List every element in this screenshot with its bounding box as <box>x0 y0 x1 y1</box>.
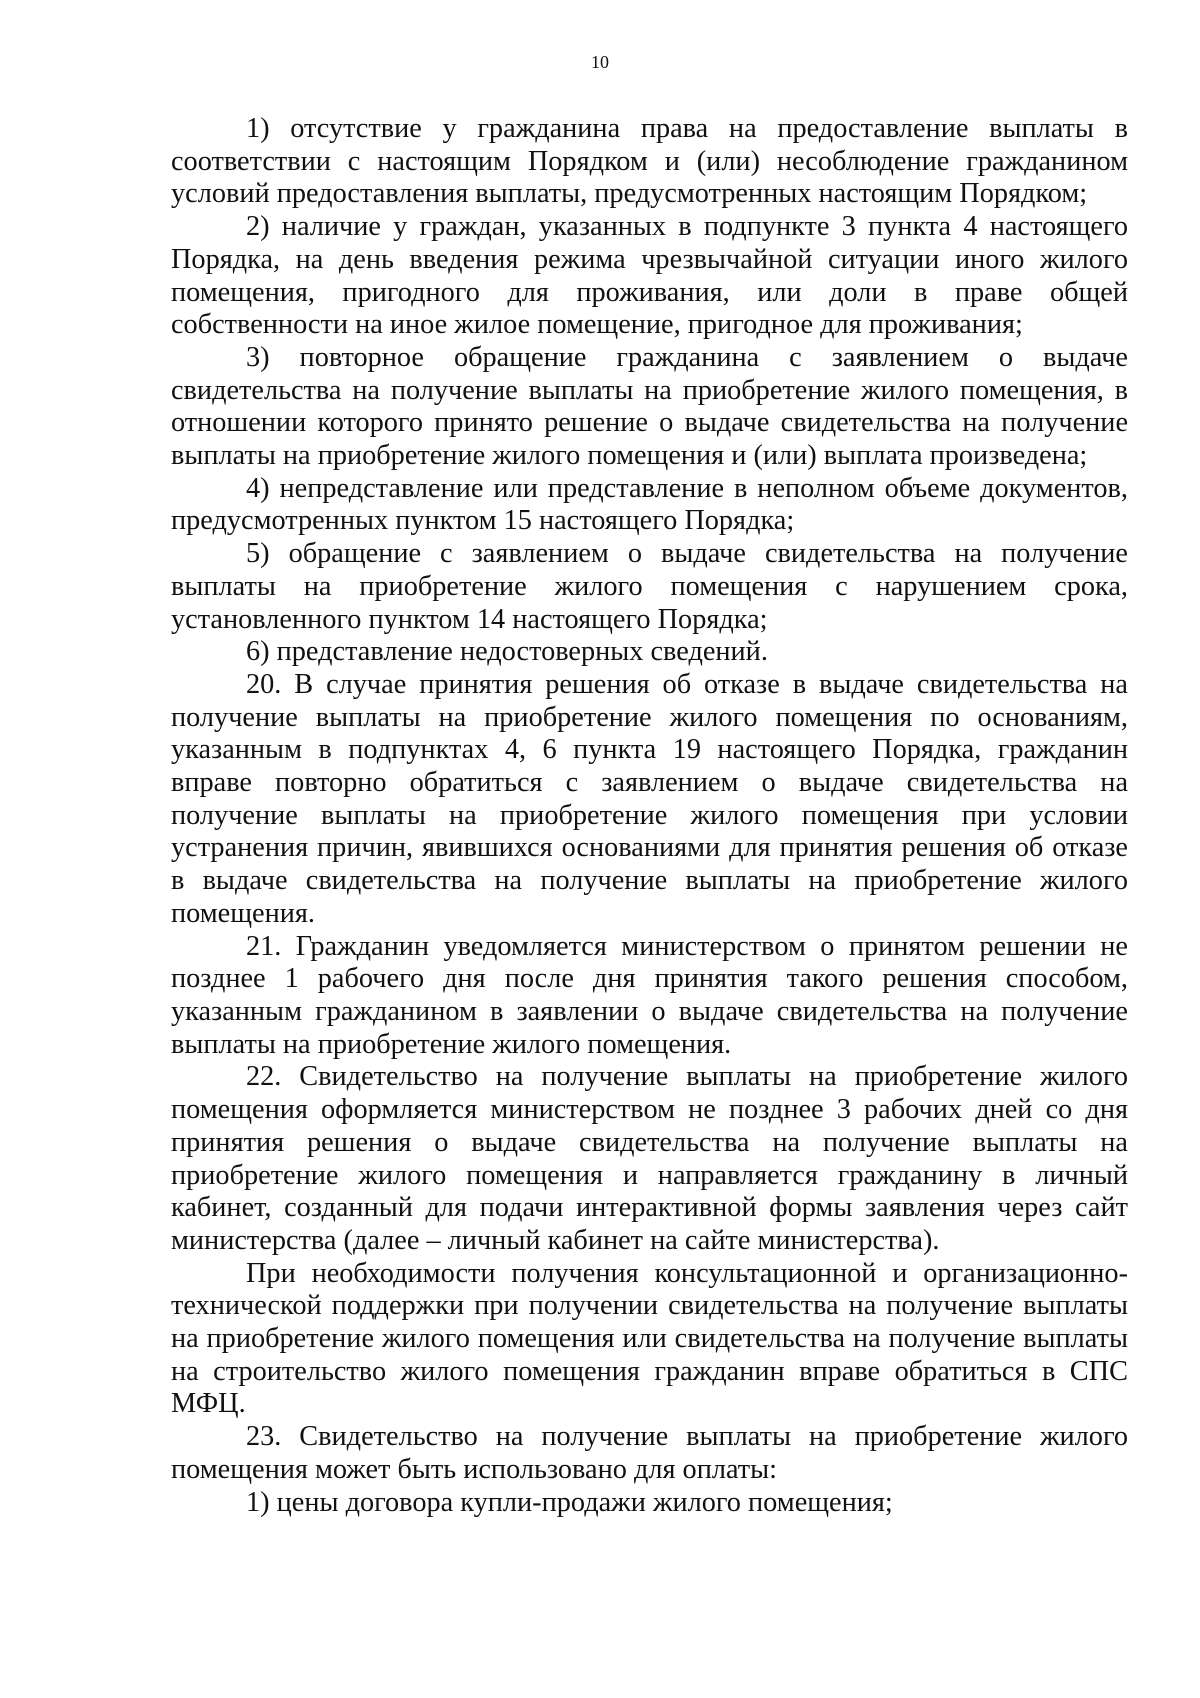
paragraph-clause-20: 20. В случае принятия решения об отказе в выдаче свидетельства на получение выплаты на приобретение жилого помещения по основаниям, указанным в подпунктах 4, 6 пункта 19 настоящего Порядка, гражданин вправе повторно обратиться с заявлением о выдаче свидетельства на получение выплаты на приобретение жилого помещения при условии устранения причин, явившихся основаниями для принятия решения об отказе в выдаче свидетельства на получение выплаты на приобретение жилого помещения. <box>171 668 1128 929</box>
paragraph-mfc-support: При необходимости получения консультационной и организационно-технической поддержки при получении свидетельства на получение выплаты на приобретение жилого помещения или свидетельства на получение выплаты на строительство жилого помещения гражданин вправе обратиться в СПС МФЦ. <box>171 1257 1128 1420</box>
paragraph-item-1-no-right: 1) отсутствие у гражданина права на предоставление выплаты в соответствии с настоящим Порядком и (или) несоблюдение гражданином условий предоставления выплаты, предусмотренных настоящим Порядком; <box>171 113 1128 210</box>
paragraph-item-5-deadline-violation: 5) обращение с заявлением о выдаче свидетельства на получение выплаты на приобретение жилого помещения с нарушением срока, установленного пунктом 14 настоящего Порядка; <box>171 538 1128 635</box>
page-number: 10 <box>591 52 609 72</box>
document-body <box>171 113 1128 1519</box>
paragraph-clause-22: 22. Свидетельство на получение выплаты на приобретение жилого помещения оформляется министерством не позднее 3 рабочих дней со дня принятия решения о выдаче свидетельства на получение выплаты на приобретение жилого помещения и направляется гражданину в личный кабинет, созданный для подачи интерактивной формы заявления через сайт министерства (далее – личный кабинет на сайте министерства). <box>171 1061 1128 1256</box>
paragraph-clause-21: 21. Гражданин уведомляется министерством о принятом решении не позднее 1 рабочего дня после дня принятия такого решения способом, указанным гражданином в заявлении о выдаче свидетельства на получение выплаты на приобретение жилого помещения. <box>171 930 1128 1060</box>
paragraph-clause-23-item-1: 1) цены договора купли-продажи жилого помещения; <box>246 1486 893 1518</box>
paragraph-clause-23: 23. Свидетельство на получение выплаты на приобретение жилого помещения может быть использовано для оплаты: <box>171 1421 1128 1485</box>
paragraph-item-3-repeat-application: 3) повторное обращение гражданина с заявлением о выдаче свидетельства на получение выплаты на приобретение жилого помещения, в отношении которого принято решение о выдаче свидетельства на получение выплаты на приобретение жилого помещения и (или) выплата произведена; <box>171 341 1128 472</box>
paragraph-item-6-false-information: 6) представление недостоверных сведений. <box>246 636 768 668</box>
paragraph-item-4-incomplete-documents: 4) непредставление или представление в неполном объеме документов, предусмотренных пунктом 15 настоящего Порядка; <box>171 472 1128 537</box>
paragraph-item-2-other-dwelling: 2) наличие у граждан, указанных в подпункте 3 пункта 4 настоящего Порядка, на день введения режима чрезвычайной ситуации иного жилого помещения, пригодного для проживания, или доли в праве общей собственности на иное жилое помещение, пригодное для проживания; <box>171 211 1128 341</box>
